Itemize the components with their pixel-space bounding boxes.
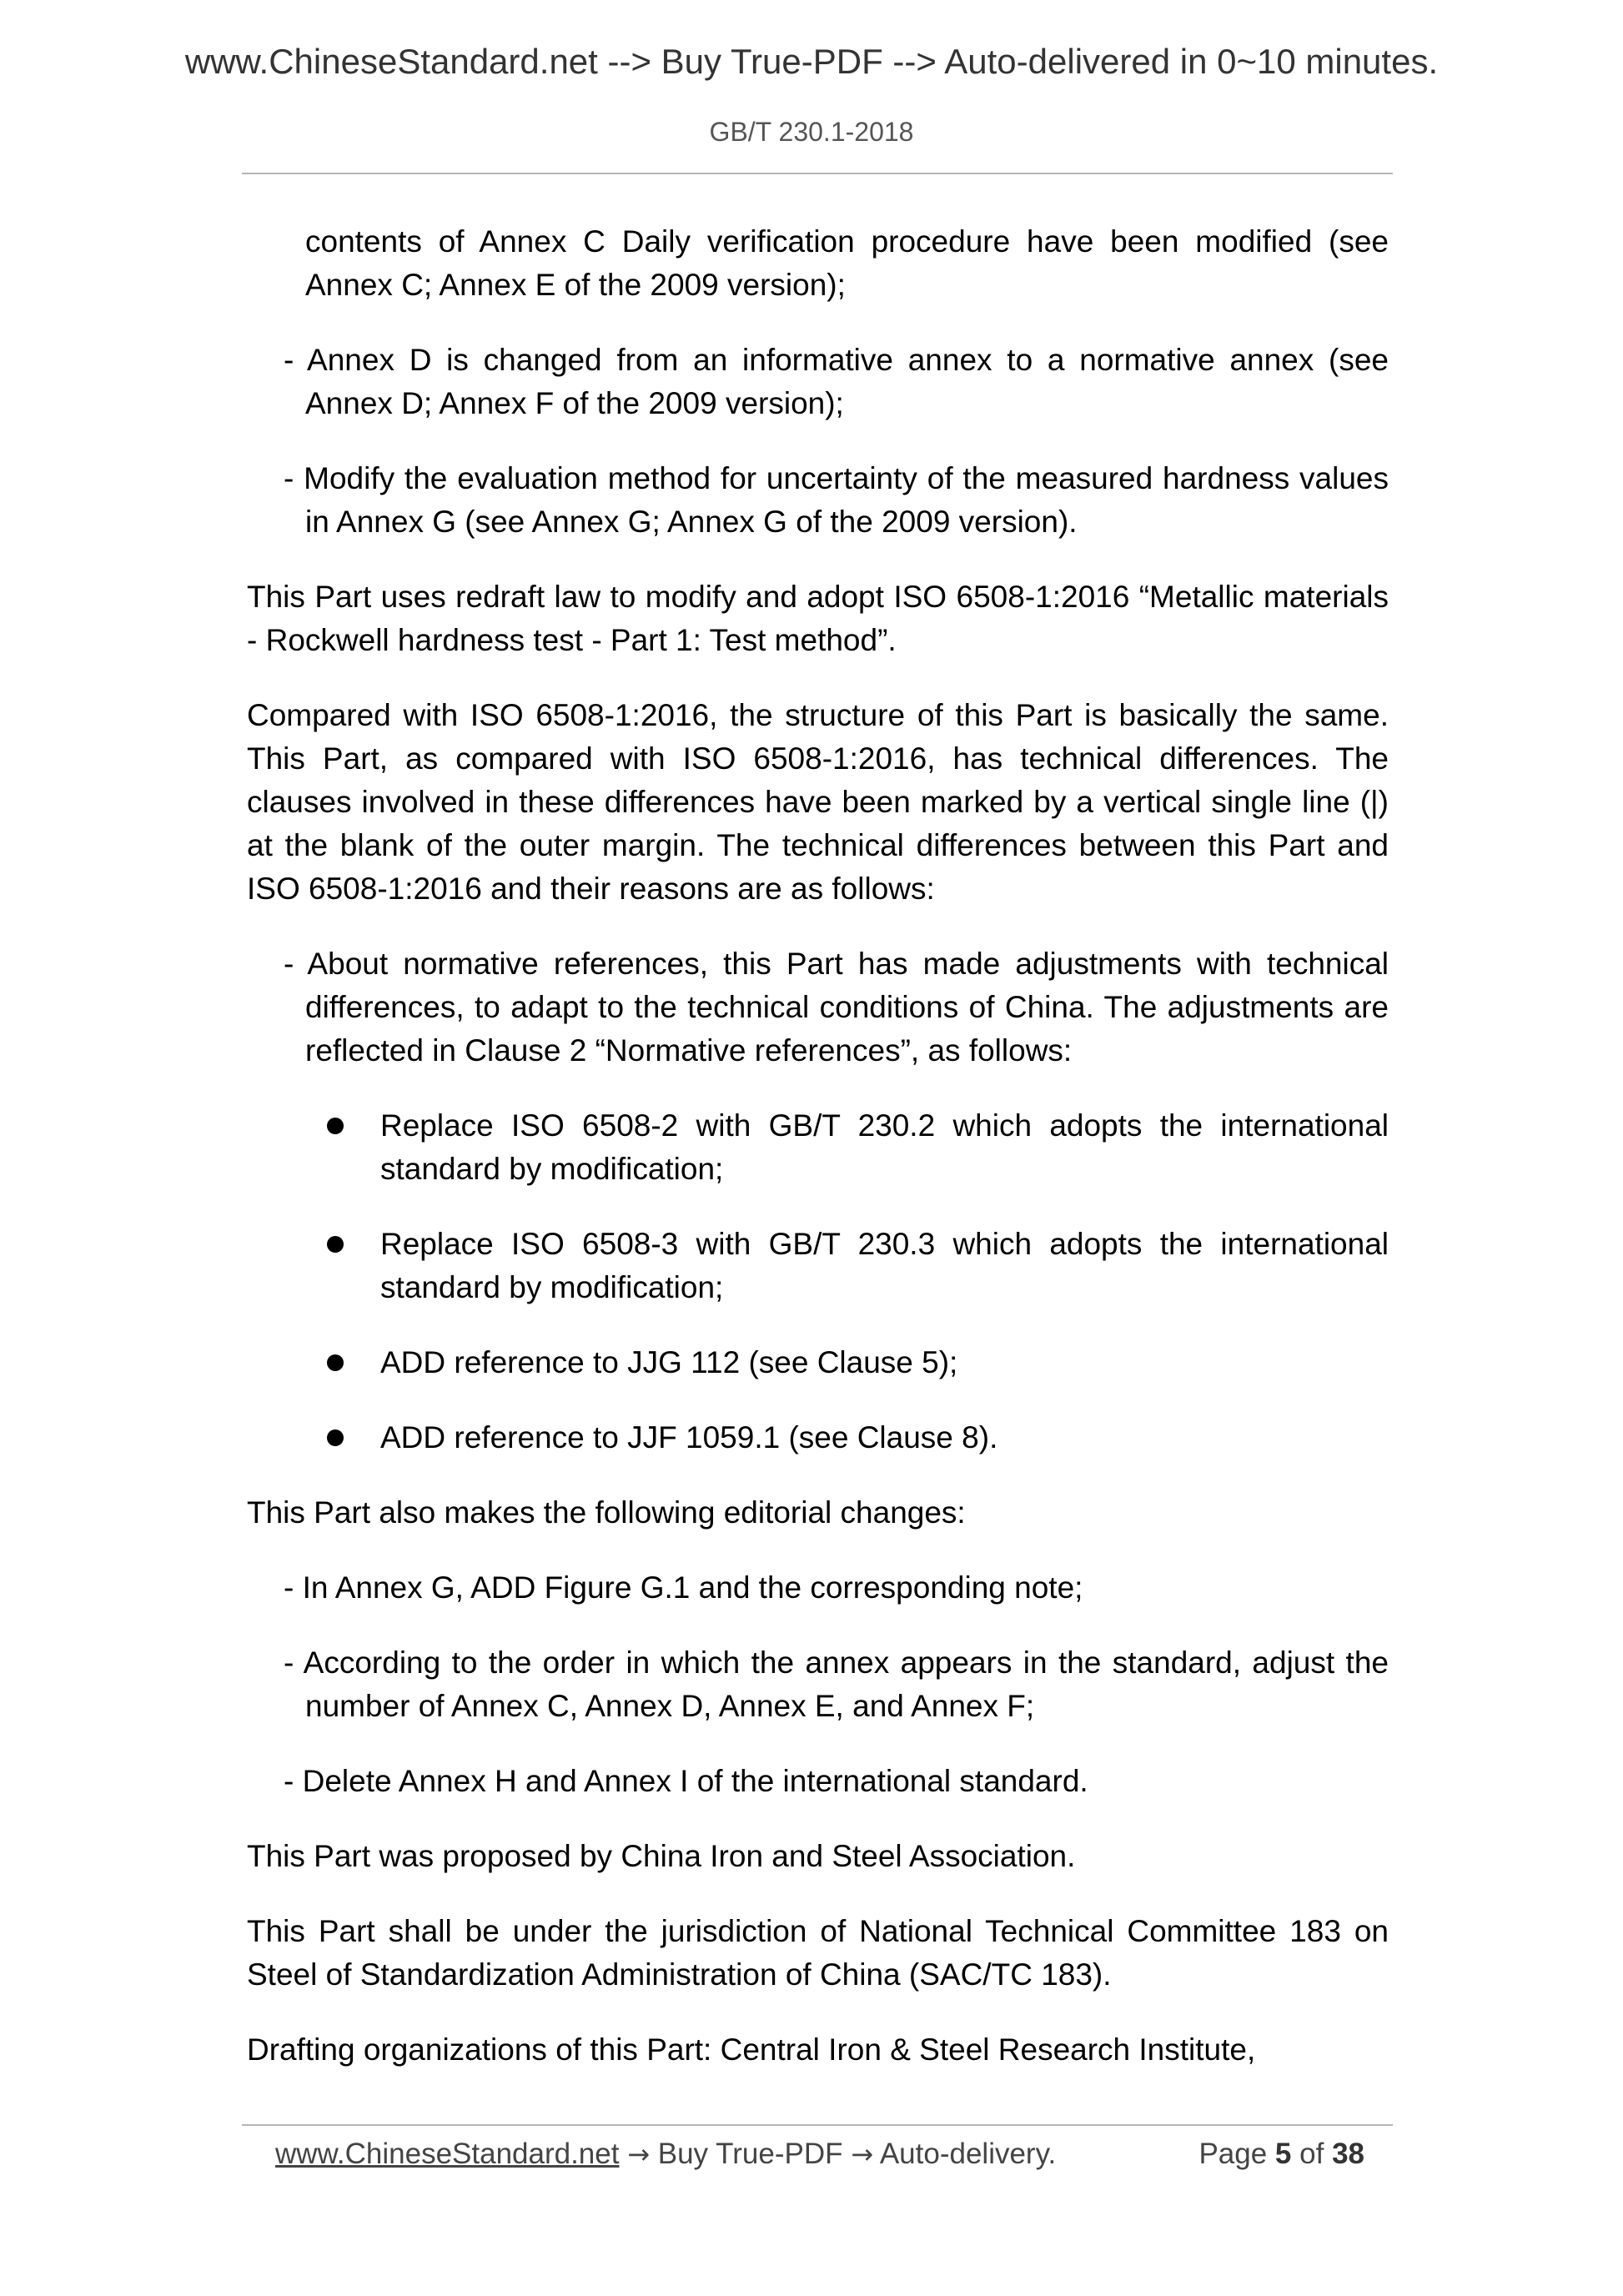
of-label: of <box>1299 2138 1324 2170</box>
paragraph: This Part uses redraft law to modify and adopt ISO 6508-1:2016 “Metallic materials - Rockwell hardness test - Part 1: Test method”. <box>247 580 1389 657</box>
dash-list-item: - Modify the evaluation method for uncertainty of the measured hardness values in Annex G (see Annex G; Annex G of the 2009 version). <box>284 461 1389 539</box>
bullet-text: ADD reference to JJF 1059.1 (see Clause 8). <box>380 1420 998 1454</box>
footer-divider <box>242 2124 1393 2126</box>
dash-list-item: - In Annex G, ADD Figure G.1 and the corresponding note; <box>284 1570 1083 1605</box>
bullet-text: ADD reference to JJG 112 (see Clause 5); <box>380 1345 958 1379</box>
continued-list-item: contents of Annex C Daily verification procedure have been modified (see Annex C; Annex E of the 2009 version); <box>305 224 1389 302</box>
paragraph: This Part was proposed by China Iron and Steel Association. <box>247 1839 1076 1873</box>
bullet-list-item <box>380 1341 1389 1384</box>
arrow-right-icon: → <box>851 2138 874 2170</box>
footer <box>275 2135 1364 2173</box>
footer-site-link[interactable]: www.ChineseStandard.net <box>275 2138 620 2170</box>
footer-buy-text: Buy True-PDF <box>657 2138 843 2170</box>
bullet-dot-icon <box>327 1429 344 1446</box>
bullet-list-item <box>380 1223 1389 1309</box>
dash-list-item: - According to the order in which the annex appears in the standard, adjust the number of Annex C, Annex D, Annex E, and Annex F; <box>284 1645 1389 1723</box>
page-total: 38 <box>1332 2138 1364 2170</box>
bullet-dot-icon <box>327 1118 344 1134</box>
dash-list-item: - Delete Annex H and Annex I of the international standard. <box>284 1764 1088 1798</box>
arrow-right-icon: → <box>627 2138 651 2170</box>
page-content <box>247 220 1389 2103</box>
bullet-list-item <box>380 1416 1389 1459</box>
footer-auto-text: Auto-delivery. <box>879 2138 1057 2170</box>
bullet-text: Replace ISO 6508-3 with GB/T 230.3 which adopts the international standard by modification; <box>380 1227 1389 1304</box>
page-number: 5 <box>1274 2138 1292 2170</box>
paragraph: Drafting organizations of this Part: Central Iron & Steel Research Institute, <box>247 2032 1256 2067</box>
bullet-text: Replace ISO 6508-2 with GB/T 230.2 which adopts the international standard by modification; <box>380 1108 1389 1186</box>
paragraph: This Part also makes the following editorial changes: <box>247 1495 966 1530</box>
paragraph: Compared with ISO 6508-1:2016, the structure of this Part is basically the same. This Part, as compared with ISO 6508-1:2016, has technical differences. The clauses involved in these differences have been marked by a vertical single line (|) at the blank of the outer margin. The technical differences between this Part and ISO 6508-1:2016 and their reasons are as follows: <box>247 698 1389 906</box>
page-label: Page <box>1198 2138 1268 2170</box>
top-banner: www.ChineseStandard.net --> Buy True-PDF --> Auto-delivered in 0~10 minutes. <box>184 42 1439 81</box>
dash-list-item: - Annex D is changed from an informative annex to a normative annex (see Annex D; Annex F of the 2009 version); <box>284 343 1389 420</box>
bullet-dot-icon <box>327 1236 344 1253</box>
dash-list-item: - About normative references, this Part has made adjustments with technical differences, to adapt to the technical conditions of China. The adjustments are reflected in Clause 2 “Normative references”, as follows: <box>284 947 1389 1068</box>
paragraph: This Part shall be under the jurisdiction of National Technical Committee 183 on Steel of Standardization Administration of China (SAC/TC 183). <box>247 1914 1389 1992</box>
bullet-dot-icon <box>327 1354 344 1371</box>
page-indicator <box>1198 2135 1364 2173</box>
header-divider <box>242 173 1393 174</box>
document-code: GB/T 230.1-2018 <box>709 117 914 147</box>
bullet-list-item <box>380 1104 1389 1191</box>
